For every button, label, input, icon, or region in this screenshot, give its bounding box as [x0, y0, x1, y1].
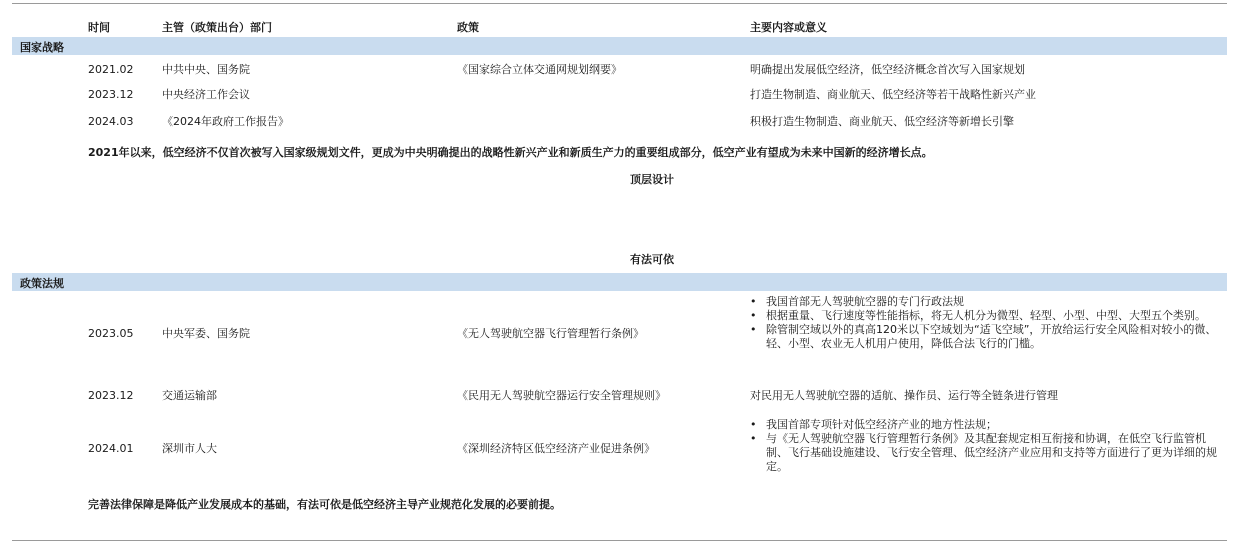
header-dept: 主管（政策出台）部门: [162, 21, 272, 34]
row-content: 对民用无人驾驶航空器的适航、操作员、运行等全链条进行管理: [750, 389, 1058, 402]
top-rule: [12, 3, 1227, 4]
header-content: 主要内容或意义: [750, 21, 827, 34]
list-item: • 根据重量、飞行速度等性能指标，将无人机分为微型、轻型、小型、中型、大型五个类别。: [748, 309, 1223, 323]
row-time: 2024.03: [88, 115, 134, 128]
section-summary: 2021年以来，低空经济不仅首次被写入国家级规划文件，更成为中央明确提出的战略性新兴产业和新质生产力的重要组成部分，低空产业有望成为未来中国新的经济增长点。: [88, 146, 933, 159]
section-title: 政策法规: [20, 277, 64, 290]
row-content-points: [748, 295, 1223, 351]
list-item: • 与《无人驾驶航空器飞行管理暂行条例》及其配套规定相互衔接和协调，在低空飞行监管机制、飞行基础设施建设、飞行安全管理、低空经济产业应用和支持等方面进行了更为详细的规定。: [748, 432, 1223, 474]
row-dept: 交通运输部: [162, 389, 217, 402]
header-time: 时间: [88, 21, 110, 34]
row-time: 2021.02: [88, 63, 134, 76]
section-summary: 完善法律保障是降低产业发展成本的基础，有法可依是低空经济主导产业规范化发展的必要前提。: [88, 498, 561, 511]
row-policy: 《民用无人驾驶航空器运行安全管理规则》: [457, 389, 666, 402]
row-time: 2024.01: [88, 442, 134, 455]
row-policy: 《深圳经济特区低空经济产业促进条例》: [457, 442, 655, 455]
row-content: 明确提出发展低空经济，低空经济概念首次写入国家规划: [750, 63, 1025, 76]
row-time: 2023.05: [88, 327, 134, 340]
row-time: 2023.12: [88, 88, 134, 101]
section-band-policy-regulations: [12, 273, 1227, 291]
section-band-national-strategy: [12, 37, 1227, 55]
row-content-points: [748, 418, 1223, 474]
list-item: • 我国首部专项针对低空经济产业的地方性法规；: [748, 418, 1223, 432]
list-item: • 我国首部无人驾驶航空器的专门行政法规: [748, 295, 1223, 309]
bottom-rule: [12, 540, 1227, 541]
row-content: 打造生物制造、商业航天、低空经济等若干战略性新兴产业: [750, 88, 1036, 101]
header-policy: 政策: [457, 21, 479, 34]
row-dept: 中央军委、国务院: [162, 327, 250, 340]
section-label-top-design: 顶层设计: [630, 173, 674, 186]
row-policy: 《国家综合立体交通网规划纲要》: [457, 63, 622, 76]
row-dept: 《2024年政府工作报告》: [162, 115, 289, 128]
row-dept: 中共中央、国务院: [162, 63, 250, 76]
list-item: • 除管制空域以外的真高120米以下空域划为“适飞空域”，开放给运行安全风险相对较小的微、轻、小型、农业无人机用户使用，降低合法飞行的门槛。: [748, 323, 1223, 351]
row-content: 积极打造生物制造、商业航天、低空经济等新增长引擎: [750, 115, 1014, 128]
row-time: 2023.12: [88, 389, 134, 402]
section-label-legal-basis: 有法可依: [630, 253, 674, 266]
row-policy: 《无人驾驶航空器飞行管理暂行条例》: [457, 327, 644, 340]
row-dept: 深圳市人大: [162, 442, 217, 455]
section-title: 国家战略: [20, 41, 64, 54]
row-dept: 中央经济工作会议: [162, 88, 250, 101]
